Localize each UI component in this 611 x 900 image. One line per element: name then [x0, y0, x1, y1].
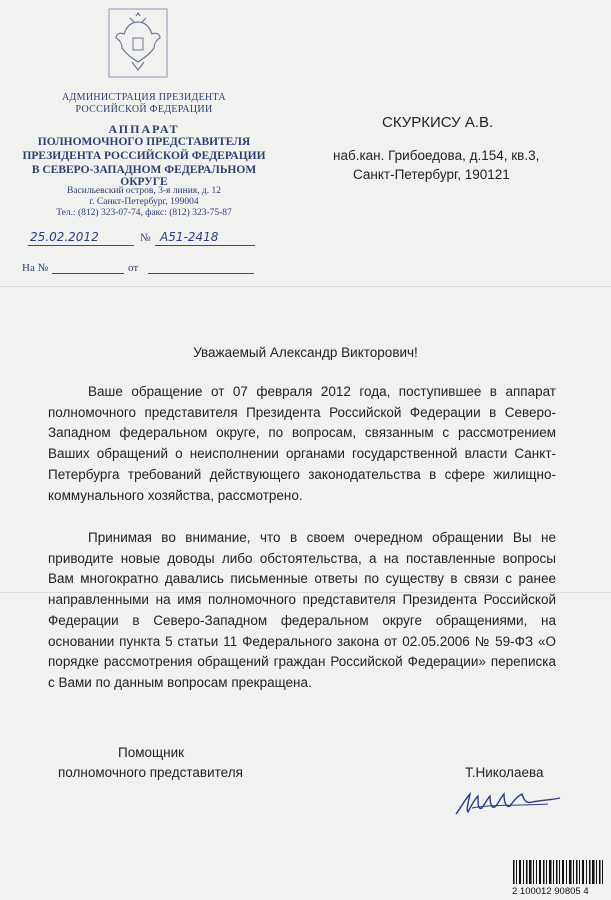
letterhead-title-line1: ПОЛНОМОЧНОГО ПРЕДСТАВИТЕЛЯ [37, 136, 251, 148]
letterhead-title-line3: В СЕВЕРО-ЗАПАДНОМ ФЕДЕРАЛЬНОМ ОКРУГЕ [31, 164, 257, 188]
reference-date-label: от [128, 262, 139, 274]
recipient-address-line2: Санкт-Петербург, 190121 [353, 167, 510, 182]
signer-name: Т.Николаева [465, 765, 544, 780]
handwritten-signature [452, 784, 564, 822]
signer-title-line1: Помощник [118, 745, 185, 760]
letterhead-address-line1: Васильевский остров, 3-я линия, д. 12 [66, 186, 221, 196]
coat-of-arms-icon [108, 8, 168, 78]
reference-number-line [52, 273, 124, 274]
barcode-number: 2 100012 90805 4 [512, 886, 589, 897]
letterhead-admin-line2: РОССИЙСКОЙ ФЕДЕРАЦИИ [75, 104, 213, 115]
body-paragraph-2: Принимая во внимание, что в своем очередном обращении Вы не приводите новые доводы либо обстоятельства, а на поставленные вопросы Вам многократно давались письменные ответы по существу в связи с ранее направленными на имя полномочного представителя Президента Российской Федерации в Северо-Западном федеральном округе обращениями, на основании пункта 5 статьи 11 Федерального закона от 02.05.2006 № 59-ФЗ «О порядке рассмотрения обращений граждан Российской Федерации» переписка с Вами по данным вопросам прекращена. [48, 530, 556, 690]
paper-fold-line [0, 286, 611, 287]
signer-title-line2: полномочного представителя [58, 765, 243, 780]
recipient-address-line1: наб.кан. Грибоедова, д.154, кв.3, [333, 148, 540, 163]
reference-number-label: На № [22, 262, 49, 274]
letterhead-admin-line1: АДМИНИСТРАЦИЯ ПРЕЗИДЕНТА [62, 92, 226, 103]
barcode [513, 860, 605, 884]
registration-number-label: № [140, 232, 151, 244]
salutation: Уважаемый Александр Викторович! [193, 345, 418, 360]
body-paragraph-1: Ваше обращение от 07 февраля 2012 года, поступившее в аппарат полномочного представителя Президента Российской Федерации в Северо-Западном федеральном округе, по вопросам, связанным с рассмотрением Ваших обращений о неисполнении органами государственной власти Санкт-Петербурга требований действующего законодательства в сфере жилищно-коммунального хозяйства, рассмотрено. [48, 384, 556, 503]
reference-date-line [148, 273, 254, 274]
registration-number-line [155, 245, 255, 246]
letterhead-phone: Тел.: (812) 323-07-74, факс: (812) 323-75-87 [56, 208, 232, 218]
registration-date-line [28, 245, 134, 246]
recipient-name: СКУРКИСУ А.В. [382, 114, 494, 131]
registration-number: А51-2418 [160, 230, 219, 244]
registration-date: 25.02.2012 [30, 230, 99, 244]
letterhead-title-line2: ПРЕЗИДЕНТА РОССИЙСКОЙ ФЕДЕРАЦИИ [22, 150, 266, 162]
letterhead-address-line2: г. Санкт-Петербург, 199004 [89, 197, 199, 207]
letterhead-apparat: АППАРАТ [108, 122, 180, 136]
